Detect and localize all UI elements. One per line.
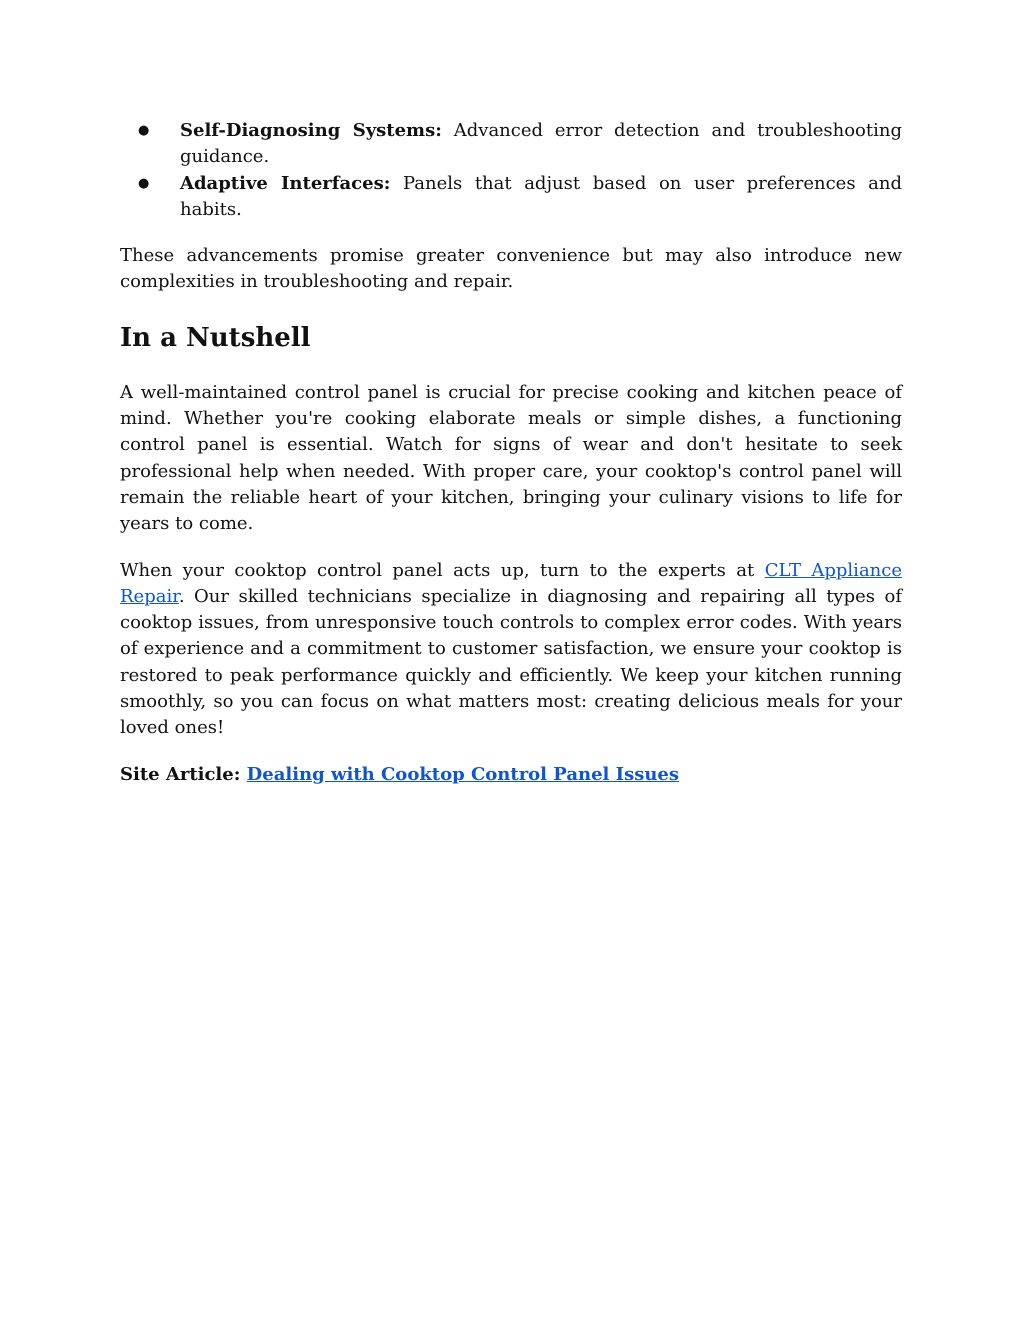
feature-bullet-list	[120, 118, 902, 223]
bullet-term: Self-Diagnosing Systems:	[180, 120, 442, 141]
paragraph-experts	[120, 558, 902, 742]
bullet-icon: ●	[138, 123, 150, 138]
bullet-term: Adaptive Interfaces:	[180, 172, 391, 194]
bullet-text: Advanced error detection and troubleshooting guidance.	[180, 120, 902, 168]
site-article-line	[120, 762, 902, 788]
experts-text-before: When your cooktop control panel acts up, turn to the experts at	[120, 559, 765, 581]
bullet-item-self-diagnosing	[120, 118, 902, 171]
bullet-item-adaptive-interfaces	[120, 171, 902, 224]
paragraph-advancements: These advancements promise greater convenience but may also introduce new complexities in troubleshooting and repair.	[120, 245, 902, 293]
paragraph-nutshell: A well-maintained control panel is crucial for precise cooking and kitchen peace of mind. Whether you're cooking elaborate meals or simple dishes, a functioning control panel is essential. Watch for signs of wear and don't hesitate to seek professional help when needed. With proper care, your cooktop's control panel will remain the reliable heart of your kitchen, bringing your culinary visions to life for years to come.	[120, 381, 902, 535]
site-article-label: Site Article:	[120, 763, 247, 785]
bullet-icon: ●	[138, 175, 150, 191]
clt-appliance-repair-link[interactable]: CLT Appliance Repair	[120, 559, 902, 607]
section-heading: In a Nutshell	[120, 322, 311, 353]
experts-text-after: . Our skilled technicians specialize in diagnosing and repairing all types of cooktop issues, from unresponsive touch controls to complex error codes. With years of experience and a commitment to customer satisfaction, we ensure your cooktop is restored to peak performance quickly and efficiently. We keep your kitchen running smoothly, so you can focus on what matters most: creating delicious meals for your loved ones!	[120, 585, 902, 739]
bullet-text: Panels that adjust based on user preferences and habits.	[180, 172, 902, 220]
site-article-link[interactable]: Dealing with Cooktop Control Panel Issues	[246, 763, 680, 785]
document-page	[120, 118, 902, 788]
